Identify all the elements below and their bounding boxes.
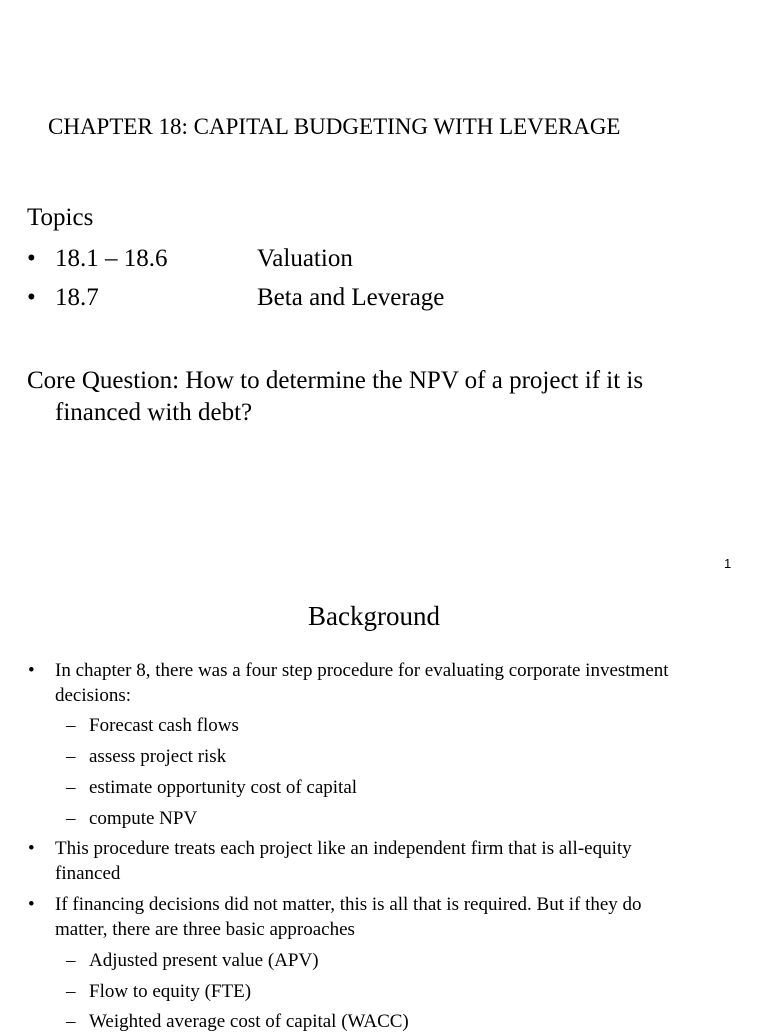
list-item-text: Weighted average cost of capital (WACC) xyxy=(89,1011,409,1032)
dash-icon: – xyxy=(66,981,76,1002)
dash-icon: – xyxy=(66,746,76,767)
list-item-text xyxy=(55,892,755,942)
topic-name: Valuation xyxy=(257,245,353,272)
dash-icon: – xyxy=(66,1011,76,1032)
list-item-line: In chapter 8, there was a four step procedure for evaluating corporate investment xyxy=(55,660,669,681)
bullet-icon: • xyxy=(27,284,36,311)
list-item-text: compute NPV xyxy=(89,808,198,829)
dash-icon: – xyxy=(66,808,76,829)
list-item-text: Adjusted present value (APV) xyxy=(89,950,319,971)
bullet-icon: • xyxy=(28,660,35,681)
bullet-icon: • xyxy=(28,838,35,859)
bullet-icon: • xyxy=(27,245,36,272)
list-item-text xyxy=(55,836,755,886)
topic-name: Beta and Leverage xyxy=(257,284,445,311)
topics-heading: Topics xyxy=(27,204,94,231)
topic-number: 18.1 – 18.6 xyxy=(55,245,168,272)
topic-number: 18.7 xyxy=(55,284,99,311)
dash-icon: – xyxy=(66,715,76,736)
dash-icon: – xyxy=(66,777,76,798)
list-item-text xyxy=(55,658,755,708)
list-item-text: estimate opportunity cost of capital xyxy=(89,777,358,798)
list-item-line: This procedure treats each project like an independent firm that is all-equity xyxy=(55,838,632,859)
core-question-line-1: Core Question: How to determine the NPV of a project if it is xyxy=(27,367,644,394)
list-item-line: financed xyxy=(55,863,121,884)
core-question xyxy=(27,365,747,429)
list-item-line: decisions: xyxy=(55,685,131,706)
core-question-line-2: financed with debt? xyxy=(55,399,253,426)
page-number: 1 xyxy=(724,556,732,571)
dash-icon: – xyxy=(66,950,76,971)
list-item-text: Forecast cash flows xyxy=(89,715,239,736)
bullet-icon: • xyxy=(28,894,35,915)
list-item-text: assess project risk xyxy=(89,746,227,767)
list-item-line: If financing decisions did not matter, this is all that is required. But if they do xyxy=(55,894,642,915)
chapter-title: CHAPTER 18: CAPITAL BUDGETING WITH LEVERAGE xyxy=(48,114,621,139)
list-item-text: Flow to equity (FTE) xyxy=(89,981,252,1002)
list-item-line: matter, there are three basic approaches xyxy=(55,919,355,940)
slide-2 xyxy=(0,585,768,1032)
slide-title: Background xyxy=(308,601,440,631)
